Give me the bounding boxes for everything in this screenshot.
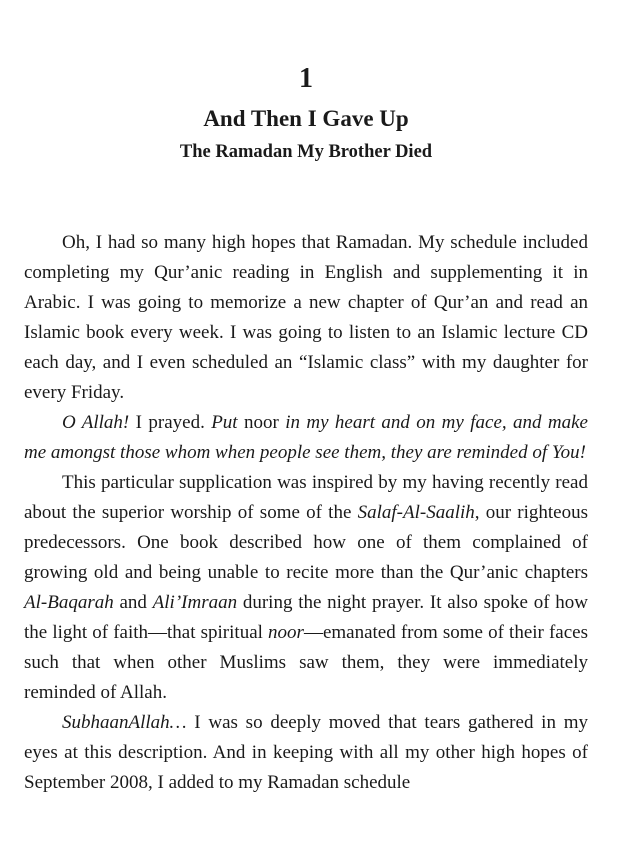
paragraph-2-italic-put: Put <box>211 412 238 433</box>
paragraph-2-italic-exclamation: O Allah! <box>62 412 130 433</box>
paragraph-3-italic-noor: noor <box>268 622 304 643</box>
chapter-number: 1 <box>299 63 313 94</box>
paragraph-1: Oh, I had so many high hopes that Ramadan. My schedule included completing my Qur’anic reading in English and supplementing it in Arabic. I was going to memorize a new chapter of Qur’an and read an Islamic book every week. I was going to listen to an Islamic lecture CD each day, and I even scheduled an “Islamic class” with my daughter for every Friday. <box>24 232 588 403</box>
paragraph-3-text: during the night prayer. It also spoke of how the light of faith—that spiritual <box>24 592 589 643</box>
paragraph-4 <box>24 708 588 798</box>
paragraph-4-text: I was so deeply moved that tears gathered in my eyes at this description. And in keeping with all my other high hopes of September 2008, I added to my Ramadan schedule <box>24 712 588 793</box>
chapter-title: And Then I Gave Up <box>203 106 409 131</box>
paragraph-3-italic-imraan: Ali’Imraan <box>152 592 238 613</box>
paragraph-3-italic-salaf: Salaf-Al-Saalih <box>357 502 475 523</box>
paragraph-3-text: and <box>113 592 153 613</box>
paragraph-3-text: This particular supplication was inspired by my having recently read about the superior worship of some of the <box>24 472 588 523</box>
paragraph-2-text: I prayed. <box>129 412 212 433</box>
chapter-body <box>24 228 588 798</box>
paragraph-2-text-noor: noor <box>237 412 286 433</box>
paragraph-3-italic-baqarah: Al-Baqarah <box>24 592 114 613</box>
paragraph-2 <box>24 408 588 468</box>
paragraph-2-italic-supplication: in my heart and on my face, and make me amongst those whom when people see them, they are reminded of You! <box>24 412 588 463</box>
paragraph-3-text: , our righteous predecessors. One book described how one of them complained of growing old and being unable to recite more than the Qur’anic chapters <box>24 502 588 583</box>
chapter-subtitle: The Ramadan My Brother Died <box>179 142 433 162</box>
paragraph-4-italic-subhaanallah: SubhaanAllah… <box>62 712 187 733</box>
paragraph-3 <box>24 468 588 708</box>
paragraph-3-text: —emanated from some of their faces such that when other Muslims saw them, they were immediately reminded of Allah. <box>24 622 588 703</box>
